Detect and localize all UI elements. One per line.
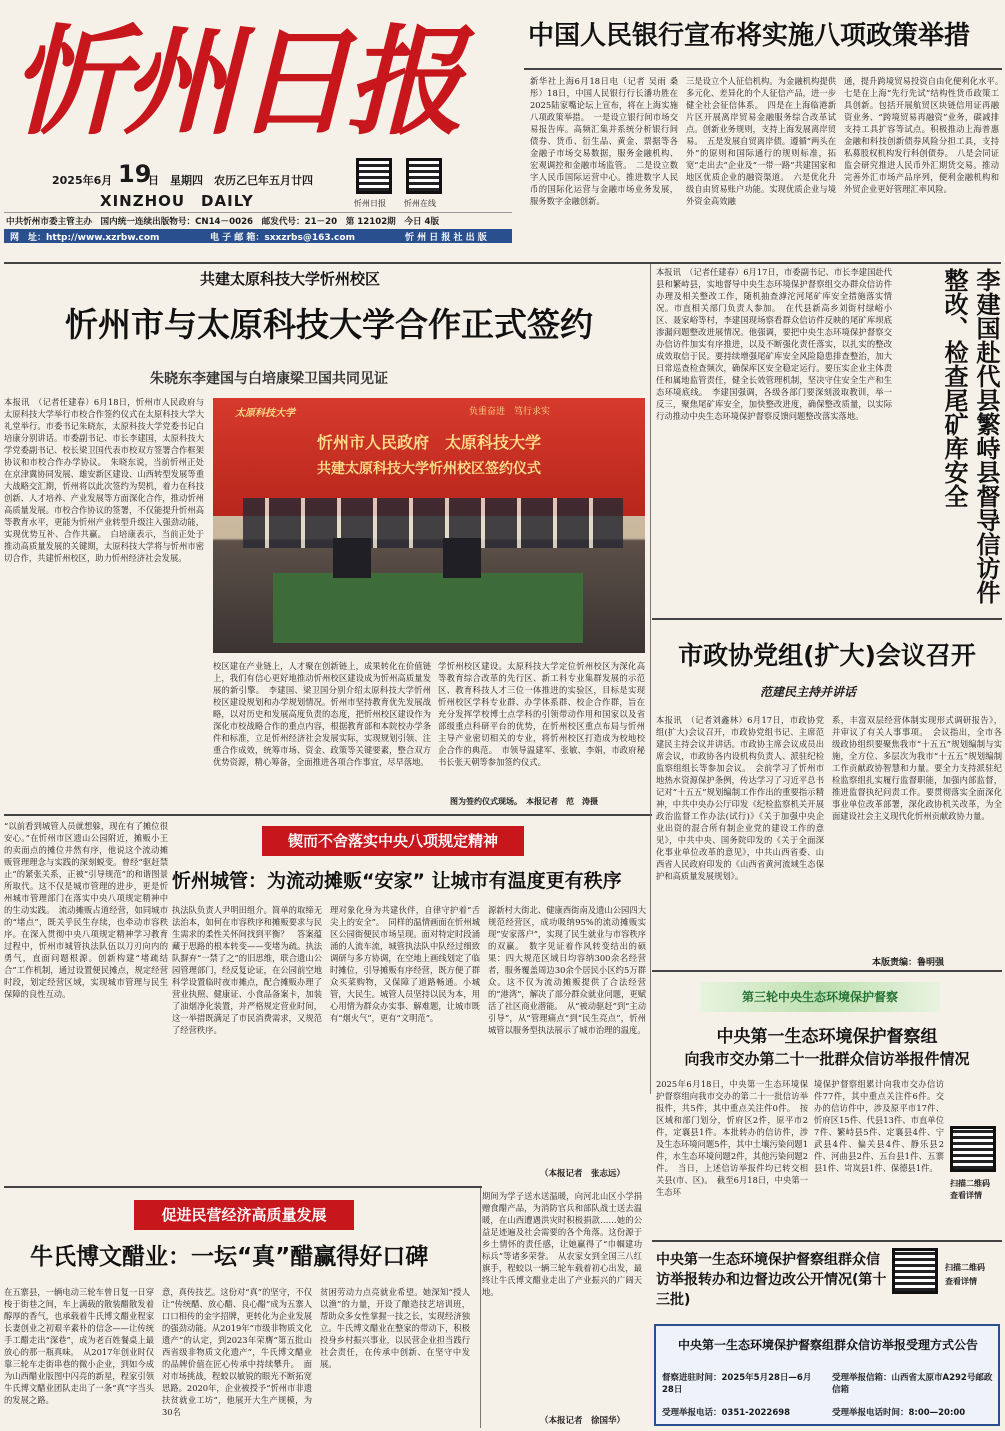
qr-label-online: 忻州在线 bbox=[404, 199, 436, 208]
private-economy-col3: 期间为学子送水送温暖，向河北山区小学捐赠食醋产品，为消防官兵和部队战士送去温暖，在山西遭遇洪灾时积极捐款……她的公益足迹遍及社会需要的各个角落。这份源于乡土情怀的责任感，让她赢得了“巾帼建功标兵”等诸多荣誉。 从农家女到全国三八红旗手，程蛟以一辆三轮车载着初心出发，最终让牛氏博文醋业走出了产业振兴的广阔天地。 bbox=[482, 1191, 642, 1297]
private-economy-byline: （本报记者 徐国华） bbox=[540, 1416, 626, 1426]
hotline-time: 督察进驻时间：2025年5月28日—6月28日 bbox=[662, 1373, 812, 1395]
photo-logo: 太原科技大学 bbox=[235, 408, 295, 419]
top-story-col2: 三是设立个人征信机构。为金融机构提供多元化、差异化的个人征信产品，进一步健全社会征信体系。 四是在上海临港新片区开展离岸贸易金融服务综合改革试点。创新业务规则，支持上海发展离岸贸易。 五是发展自贸离岸债。遵循“两头在外”的原则和国际通行的规则标准，拓宽“走出去”企业及“一带一路”共建国家和地区优质企业的融资渠道。 六是优化升级自由贸易账户功能。实现优质企业与境外资金高效融 bbox=[686, 76, 836, 206]
discipline-col1: 执法队负责人尹明田组介。简单的取缔无法治本，如何在市容秩序和摊贩要求与民生需求的柔性关怀间找到平衡？ 答案蕴藏于思路的根本转变——变堵为疏。执法队摒弃“一禁了之”的旧思维，联合遗山公园管理部门，经反复论证，在公园前空地科学设置临时夜市摊点，配合摊贩办理了营业执照、健康证、小食品备案卡，加装了油烟净化装置，并严格规定营业时间，这一举措既满足了市民消费需求，又规范了经营秩序。 bbox=[172, 905, 322, 1035]
main-story-col3: 学忻州校区建设。太原科技大学定位忻州校区为深化高等教育综合改革的先行区、新工科专业集群发展的示范区、教育科技人才三位一体推进的实验区，目标是实现忻州校区学科专业群、办学体系群、校企合作群，旨在充分发挥学校博士点学科的引领带动作用和国家以及省部级重点科研平台的优势，在忻州校区重点布局与忻州主导产业密切相关的专业，将忻州校区打造成为校地校企合作的典范。 市领导温建军、张敏、李娟，市政府秘书长张天朝等参加签约仪式。 bbox=[438, 661, 645, 767]
hotline-box-title: 中央第一生态环境保护督察组群众信访举报受理方式公告 bbox=[677, 1338, 978, 1352]
inspection-qr-caption2: 查看详情 bbox=[950, 1191, 982, 1200]
cppcc-col2: 系，丰富双层经营体制实现形式调研报告》，并审议了有关人事事项。 会议指出，全市各级政协组织要聚焦我市“十五五”规划编制与实施，全方位、多层次为我市“十五五”规划编制工作贡献政协智慧和力量。要全力支持派驻纪检监察组扎实履行监督职能，加强内部监督，推进监督执纪问责工作。要贯彻落实全面深化事业单位改革部署，深化政协机关改革，为全面建设社会主义现代化忻州贡献政协力量。 bbox=[832, 715, 1002, 821]
private-economy-col1: 意，真传技艺。这份对“真”的坚守，不仅让“传统醋、放心醋、良心醋”成为五寨人口口相传的金字招牌，更转化为企业发展的强劲动能。从2019年“市级非物质文化遗产”的认定，到2023年荣膺“第五批山西省级非物质文化遗产”，牛氏博文醋业的品牌价值在匠心传承中持续攀升。 面对市场挑战，程蛟以敏锐的眼光不断拓宽思路。2020年，企业被授予“忻州市非遗扶贫就业工坊”，他展开大生产规模，为30名 bbox=[162, 1287, 312, 1417]
signers bbox=[333, 538, 533, 578]
photo-banner-line2: 共建太原科技大学忻州校区签约仪式 bbox=[317, 461, 541, 477]
signing-table bbox=[273, 573, 583, 643]
top-story-headline[interactable]: 中国人民银行宣布将实施八项政策举措 bbox=[528, 21, 971, 51]
inspection-qr-code[interactable] bbox=[950, 1126, 996, 1172]
main-story-col1: 本报讯 （记者任建春）6月18日，忻州市人民政府与太原科技大学举行市校合作签约仪式在太原科技大学大礼堂举行。市委书记朱晓东，太原科技大学党委书记白培康分别讲话。市委副书记、市长李建国，太原科技大学党委副书记、校长梁卫国代表市校双方签署合作框架协议和市校合作办学协议。 朱晓东说，当前忻州正处在京津冀协同发展、雄安新区建设、山西转型发展等重大战略交汇期，忻州将以此次签约为契机，着力在科技创新、人才培养、产业发展等方面深化合作，推动忻州高质量发展。市校合作协议的签署，不仅能提升忻州高等教育水平，更能为忻州产业转型升级注入强劲动能，实现优势互补、合作共赢。 白培康表示，当前正处于推动高质量发展的关键期，太原科技大学将与忻州市密切合作，共建忻州校区，助力忻州经济社会发展。 bbox=[4, 397, 204, 563]
inspection-col2: 境保护督察组累计向我市交办信访件77件，其中重点关注件6件。交办的信访件中，涉及原平市17件、忻府区15件、代县13件、市直单位7件、繁峙县5件、定襄县4件、宁武县4件、偏关县4件、静乐县2件、河曲县2件、五台县1件、五寨县1件、岢岚县1件、保德县1件。 bbox=[814, 1079, 944, 1173]
right-story-text: 本报讯 （记者任建春）6月17日，市委副书记、市长李建国赴代县和繁峙县，实地督导中央生态环境保护督察组交办群众信访件办理及相关整改工作，随机抽查滹沱河尾矿库安全措施落实情况。市直相关部门负责人参加。 在代县新高乡刘街村绿峪小区、聂家峪等村，李建国现场察看群众信访件反映的尾矿库坝底渗漏问题整改进展情况。他强调，要把中央生态环境保护督察交办信访件加实有序推进，以及不断强化责任落实，以扎实的整改成效取信于民。要持续增强尾矿库安全风险隐患排查整治，加大日常巡查检查频次，确保库区安全稳定运行。要压实企业主体责任和属地监管责任，健全长效管理机制，坚决守住安全生产和生态环境底线。 李建国强调，各级各部门要深刻汲取教训，举一反三，聚焦尾矿库安全，加快整改进度，确保整改质量，以实际行动推动中央生态环境保护督察反馈问题整改落实落地。 bbox=[656, 267, 892, 421]
private-economy-col0: 在五寨县，一辆电动三轮车曾日复一日穿梭于街巷之间，车上满载的散装醋散发着醇厚的香气，也承载着牛氏博文醋业程家长妻创业之初艰辛素朴的信念——让传统手工醋走出“深巷”，成为老百姓餐桌上最放心的那一瓶真味。 从2017年创业时仅靠三轮车走街串巷的微小企业，到如今成为山西醋业版图中闪亮的新星，程家引领牛氏博文醋业团队走出了一条“真”字当头的发展之路。 bbox=[4, 1287, 154, 1405]
inspection-qr3-caption1: 扫描二维码 bbox=[945, 1263, 985, 1272]
private-economy-col2: 贫困劳动力点亮就业希望。她深知“授人以渔”的力量，开设了酿造技艺培训班，帮助众多女性掌握一技之长，实现经济独立。牛氏博文醋业在整家的带动下，积极投身乡村振兴事业，以民营企业担当践行社会责任，在传承中创新、在坚守中发展。 bbox=[320, 1287, 470, 1369]
main-story-col2: 校区建在产业链上，人才聚在创新链上，成果转化在价值链上，我们有信心更好地推动忻州校区建设成为忻州高质量发展的新引擎。 李建国、梁卫国分别介绍太原科技大学忻州校区建设规划和办学规划情况。忻州市坚持教育优先发展战略，以对历史和发展高度负责的态度，把忻州校区建设作为深化市校战略合作的重点内容，根据教育部和本院校办学条件和标准，立足忻州经济社会发展实际，实现规划引领、注重合作成效，统筹市场、资金、政策等关键要素，整合双方优势资源，精心筹备，全面推进各项合作事宜，尽早落地。 bbox=[213, 661, 431, 767]
publisher-line: 中共忻州市委主管主办 国内统一连续出版物号：CN14－0026 邮发代号：21－20 第 12102期 今日 4版 bbox=[6, 217, 440, 227]
qr-code-online[interactable] bbox=[406, 158, 442, 194]
website-link[interactable]: 网 址：http://www.xzrbw.com bbox=[10, 233, 160, 243]
discipline-byline: （本报记者 张志远） bbox=[540, 1169, 626, 1179]
photo-caption: 图为签约仪式现场。 本报记者 范 涛摄 bbox=[450, 796, 598, 806]
private-economy-headline[interactable]: 牛氏博文醋业：一坛“真”醋赢得好口碑 bbox=[30, 1244, 429, 1270]
inspection-qr-code-2[interactable] bbox=[892, 1248, 938, 1294]
top-story-col3: 通，提升跨境贸易投资自由化便利化水平。 七是在上海“先行先试”结构性货币政策工具创新。包括开展航贸区块链信用证再融资业务、“跨境贸易再融资”业务，碳减排支持工具扩容等试点。积极推动上海普惠金融和科技创新债券风险分担工具，支持私募股权机构发行科创债券。 八是会同证监会研究推进人民币外汇期货交易。推动完善外汇市场产品序列，便利金融机构和外贸企业更好管理汇率风险。 bbox=[844, 76, 999, 194]
issue-date-prefix: 2025年6月 bbox=[52, 174, 113, 187]
hotline-phone-hours: 受理举报电话时间：8:00—20:00 bbox=[832, 1408, 966, 1418]
inspection-banner: 第三轮中央生态环境保护督察 bbox=[741, 990, 898, 1004]
newspaper-logo: 忻州日报 bbox=[10, 12, 459, 151]
private-economy-banner: 促进民营经济高质量发展 bbox=[134, 1200, 354, 1230]
page-editor: 本版责编：鲁明强 bbox=[872, 958, 945, 968]
signing-ceremony-photo[interactable] bbox=[213, 398, 645, 653]
hotline-mailbox: 受理举报信箱：山西省太原市A292号邮政信箱 bbox=[832, 1373, 993, 1395]
issue-date-rest: 日 星期四 农历乙巳年五月廿四 bbox=[148, 174, 313, 187]
inspection-headline3[interactable]: 中央第一生态环境保护督察组群众信访举报转办和边督边改公开情况(第十三批) bbox=[656, 1252, 887, 1308]
inspection-col1: 2025年6月18日，中央第一生态环境保护督察组向我市交办的第二十一批信访举报件，共5件，其中重点关注件0件。 按区域和部门划分，忻府区2件，原平市2件，定襄县1件。本批转办的信访件，涉及生态环境问题5件，其中土壤污染问题1件，水生态环境问题2件，其他污染问题2件。 当日，上述信访举报件均已转交相关县(市、区)。 截至6月18日，中央第一生态环 bbox=[656, 1079, 808, 1197]
masthead bbox=[0, 0, 515, 260]
top-story-col1: 新华社上海6月18日电（记者 吴雨 桑彤）18日，中国人民银行行长潘功胜在2025陆家嘴论坛上宣布，将在上海实施八项政策举措。 一是设立银行间市场交易报告库。高频汇集并系统分析银行间债券、货币、衍生品、黄金、票据等各金融子市场交易数据，服务金融机构、宏观调控和金融市场监管。 二是设立数字人民币国际运营中心。推进数字人民币的国际化运营与金融市场业务发展，服务数字金融创新。 bbox=[530, 76, 678, 206]
discipline-col3: 源新村大街北、健康西街南及遗山公园四大规范经营区，成功吸纳95%的流动摊贩实现“安家落户”，实现了民生就业与市容秩序的双赢。 数字见证着作风转变结出的硕果：四大规范区域日均容纳300余名经营者，服务覆盖周边30余个居民小区约5万群众。这不仅为流动摊贩提供了合法经营的“港湾”，解决了部分群众就业问题，更赋活了社区商业潜能。 从“被动驱赶”到“主动引导”，从“管理痛点”到“民生亮点”，忻州城管以服务型执法展示了城市治理的温度。 bbox=[488, 905, 646, 1035]
inspection-headline2[interactable]: 向我市交办第二十一批群众信访举报件情况 bbox=[684, 1050, 970, 1068]
discipline-col0: “以前看到城管人员就想躲，现在有了摊位很安心。”在忻州市区遗山公园附近，摊贩小王的卖面点的摊位井然有序，他说这个流动摊贩管理理念与实践的深刻蜕变。曾经“驱赶禁止”的紧张关系，正被“引导规范”的和谐图景所取代。这不仅是城市管理的进步，更是忻州城市管理部门在落实中央八项规定精神中的生动实践。 流动摊贩占道经营，如同城市的“堵点”，既关乎民生存续，也牵动市容秩序。在深入贯彻中央八项规定精神学习教育过程中，忻州市城管执法队伍以刀刃向内的勇气，直面问题根源。创新构建“堵疏结合”工作机制，通过设置便民摊点，规定经营时段，划定经营区域，实现城市管理与民生保障的良性互动。 bbox=[4, 821, 168, 999]
press-name: 忻 州 日 报 社 出 版 bbox=[405, 233, 487, 243]
inspection-qr-caption1: 扫描二维码 bbox=[950, 1179, 990, 1188]
discipline-col2: 理对象化身为共建伙伴，自律守护着“舌尖上的安全”。 同样的温情画面在忻州城区公园街便民市场呈现。面对特定时段涌涌的人流车流，城管执法队中队经过细致调研与多方协调，在空地上画线划定了临时摊位，引导摊贩有序经营，既方便了群众买菜购物，又保障了道路畅通。小城管，大民生。城管人员坚持以民为本，用心用情为群众办实事、解难题，让城市既有“烟火气”，更有“文明范”。 bbox=[330, 905, 480, 1023]
cppcc-headline[interactable]: 市政协党组(扩大)会议召开 bbox=[678, 641, 976, 670]
issue-day: 19 bbox=[118, 160, 152, 188]
photo-banner-line1: 忻州市人民政府 太原科技大学 bbox=[316, 433, 541, 452]
qr-label-daily: 忻州日报 bbox=[354, 199, 386, 208]
cppcc-subhead: 范建民主持并讲话 bbox=[760, 685, 857, 699]
hotline-box bbox=[654, 1324, 1000, 1426]
inspection-qr3-caption2: 查看详情 bbox=[945, 1277, 977, 1286]
inspection-headline1[interactable]: 中央第一生态环境保护督察组 bbox=[716, 1027, 938, 1047]
english-title: XINZHOU DAILY bbox=[100, 192, 254, 210]
right-vertical-headline[interactable]: 李建国赴代县繁峙县督导信访件整改、检查尾矿库安全 bbox=[940, 268, 1000, 604]
hotline-phone[interactable]: 受理举报电话：0351-2022698 bbox=[662, 1408, 791, 1418]
photo-motto: 负重奋进 笃行求实 bbox=[469, 407, 551, 417]
discipline-banner: 锲而不舍落实中央八项规定精神 bbox=[262, 826, 524, 856]
email-link[interactable]: 电 子 邮 箱：sxxzrbs@163.com bbox=[210, 233, 355, 243]
discipline-headline[interactable]: 忻州城管：为流动摊贩“安家” 让城市有温度更有秩序 bbox=[172, 870, 622, 892]
cppcc-col1: 本报讯 （记者刘鑫林）6月17日，市政协党组(扩大)会议召开，市政协党组书记、主席范建民主持会议并讲话。市政协主席会议成员出席会议，市政协各内设机构负责人、派驻纪检监察组组长等参加会议。 会前学习了忻州市地热水资源保护条例，传达学习了习近平总书记对“十五五”规划编制工作作出的重要指示精神，中共中央办公厅印发《纪检监察机关开展政治监督工作办法(试行)》《关于加强中央企业出资的混合所有制企业党的建设工作的意见》，中共中央、国务院印发的《关于全面深化事业单位改革的意见》，中共山西省委、山西省人民政府印发的《山西省黄河流域生态保护和高质量发展规划》。 bbox=[656, 715, 824, 881]
main-subhead: 朱晓东李建国与白培康梁卫国共同见证 bbox=[150, 371, 388, 387]
main-kicker: 共建太原科技大学忻州校区 bbox=[200, 270, 381, 288]
main-headline[interactable]: 忻州市与太原科技大学合作正式签约 bbox=[65, 305, 593, 344]
qr-code-daily[interactable] bbox=[356, 158, 392, 194]
